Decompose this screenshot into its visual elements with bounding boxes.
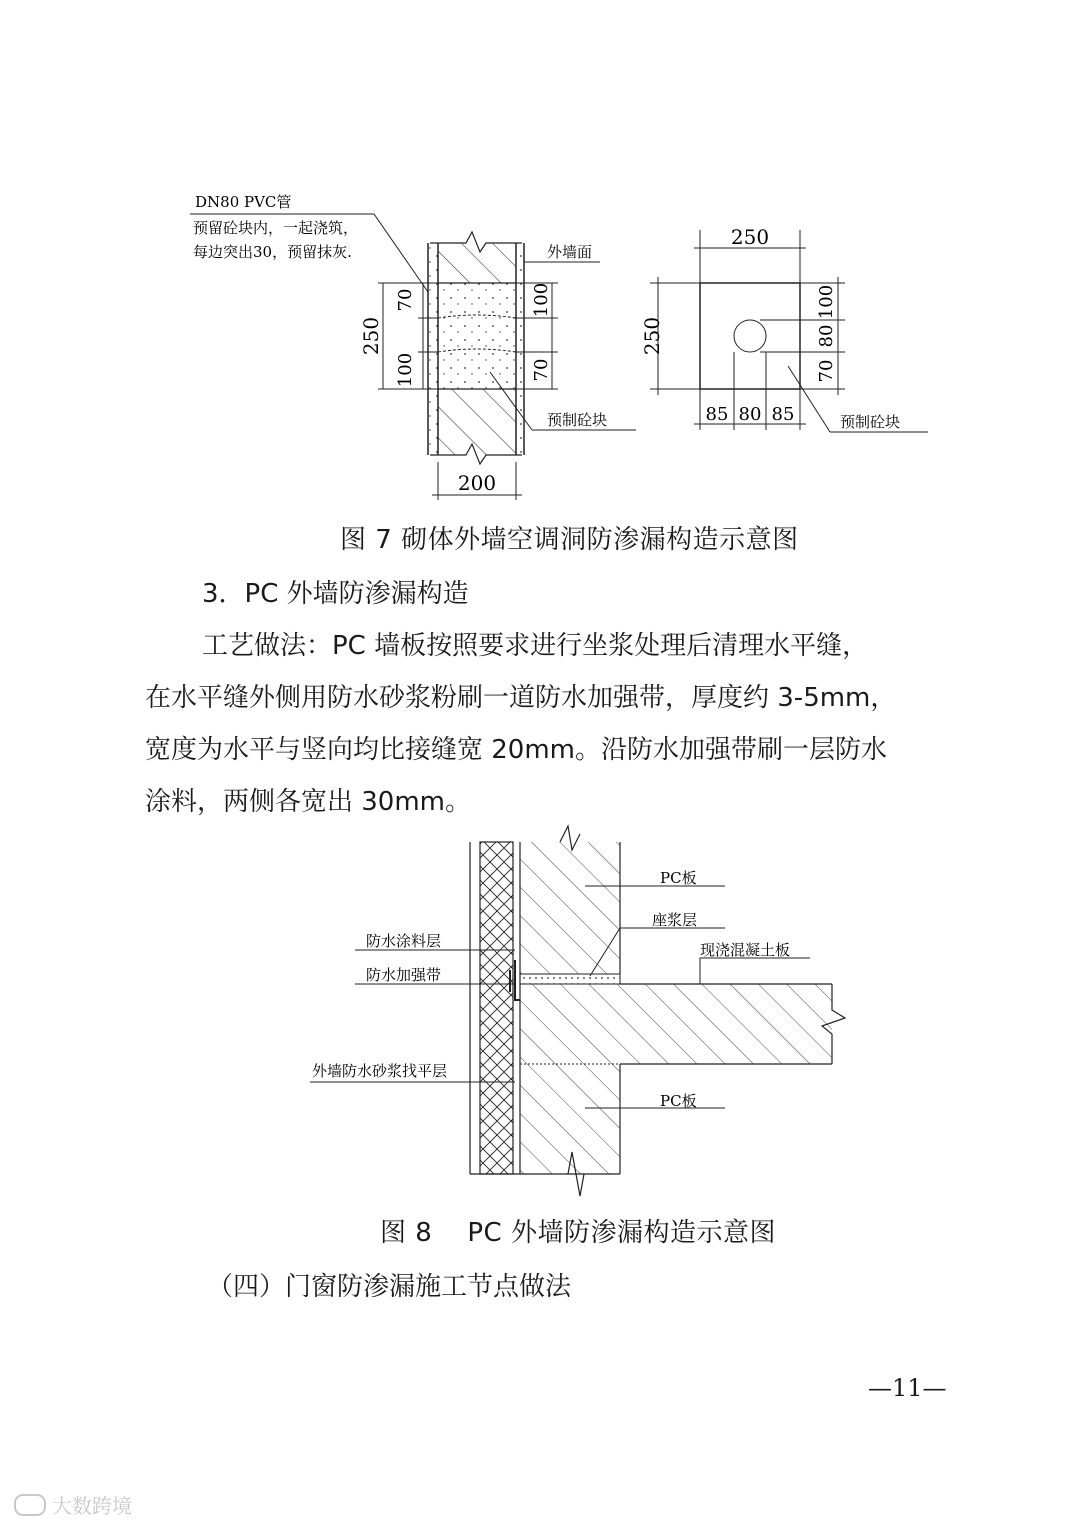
fig8-label-slab: 现浇混凝土板: [700, 941, 791, 959]
fig8-label-band: 防水加强带: [366, 966, 442, 984]
fig7-note-3: 每边突出30，预留抹灰.: [193, 243, 352, 261]
fig8-label-pc-top: PC板: [660, 869, 697, 887]
fig7-dim-250-top: 250: [730, 225, 770, 249]
section3-line-2: 在水平缝外侧用防水砂浆粉刷一道防水加强带，厚度约 3-5mm，: [145, 683, 897, 713]
fig8-label-coating: 防水涂料层: [366, 932, 442, 950]
fig7-label-outer-face: 外墙面: [547, 243, 593, 261]
fig7-dim-250-left: 250: [359, 316, 383, 356]
section4-heading: （四）门窗防渗漏施工节点做法: [207, 1272, 572, 1302]
figure-8-drawing: [0, 820, 1080, 1210]
watermark-text: 大数跨境: [52, 1494, 132, 1518]
section3-line-1: 工艺做法：PC 墙板按照要求进行坐浆处理后清理水平缝，: [202, 631, 869, 661]
fig7-dim-100-right: 100: [531, 282, 552, 318]
page-number: —11—: [868, 1374, 947, 1402]
watermark-logo-icon: [14, 1494, 46, 1516]
fig8-label-grout: 座浆层: [652, 911, 698, 929]
fig7-dim-70-r: 70: [816, 359, 837, 383]
section3-line-3: 宽度为水平与竖向均比接缝宽 20mm。沿防水加强带刷一层防水: [145, 735, 888, 765]
fig7-dim-250-vert: 250: [640, 316, 664, 356]
fig7-dim-100-bottom: 100: [395, 352, 416, 388]
fig7-wall-section: [428, 232, 524, 464]
fig7-dim-85c: 85: [771, 404, 795, 425]
fig7-label-block-left: 预制砼块: [547, 411, 608, 429]
fig7-dim-200: 200: [457, 471, 497, 495]
fig7-label-block-right: 预制砼块: [840, 413, 901, 431]
section3-line-4: 涂料，两侧各宽出 30mm。: [145, 787, 472, 817]
fig7-dim-80b: 80: [738, 404, 762, 425]
watermark: [14, 1490, 132, 1519]
fig7-dim-80-r: 80: [816, 324, 837, 348]
fig7-dim-70-right: 70: [531, 358, 552, 382]
fig7-dim-70-top: 70: [395, 288, 416, 312]
fig8-label-pc-bottom: PC板: [660, 1092, 697, 1110]
figure-7-drawing: [0, 0, 1080, 520]
fig7-note-2: 预留砼块内，一起浇筑，: [193, 219, 359, 237]
fig7-note-1: DN80 PVC管: [195, 193, 292, 211]
fig7-dim-85a: 85: [705, 404, 729, 425]
fig7-block-elevation: [650, 230, 928, 432]
fig8-section: [310, 826, 845, 1196]
fig8-caption: 图 8 PC 外墙防渗漏构造示意图: [380, 1218, 776, 1248]
fig7-dim-100-r: 100: [816, 284, 837, 320]
fig8-label-mortar: 外墙防水砂浆找平层: [312, 1062, 448, 1080]
section3-heading: 3．PC 外墙防渗漏构造: [202, 579, 469, 609]
fig7-caption: 图 7 砌体外墙空调洞防渗漏构造示意图: [340, 525, 799, 555]
